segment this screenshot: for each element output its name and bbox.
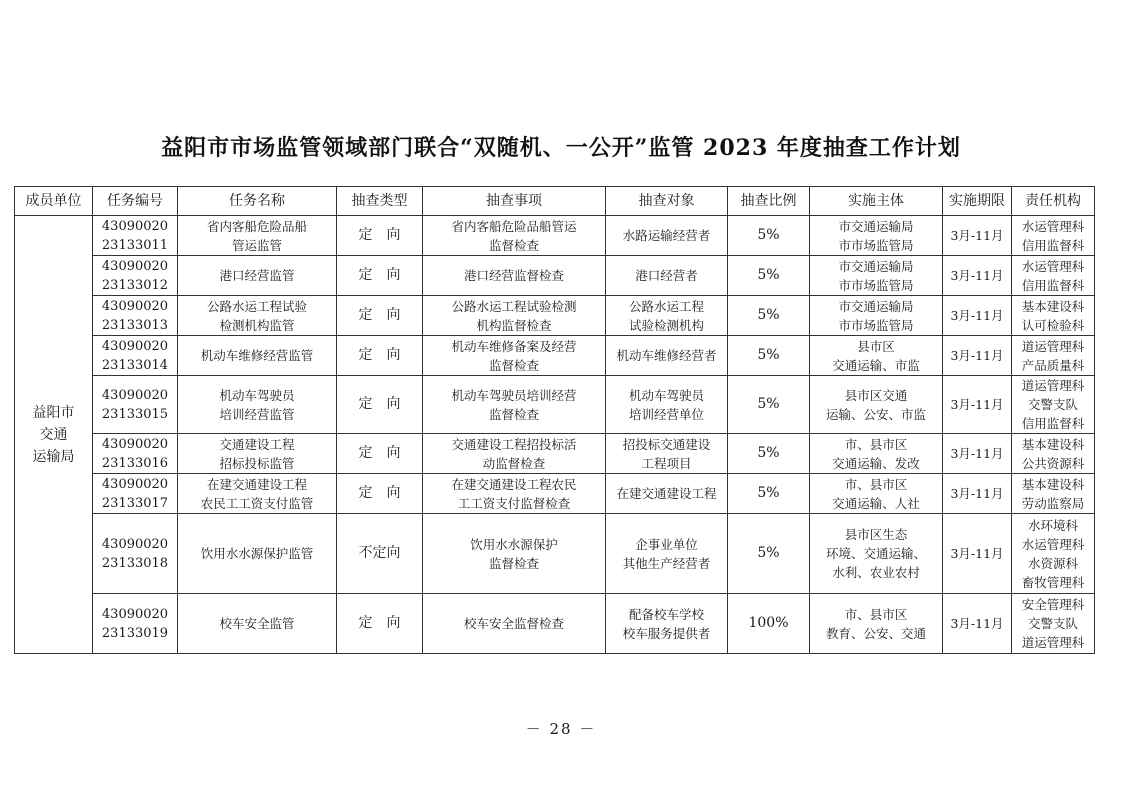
check-target-cell: [606, 216, 728, 256]
cell-line: 安全管理科: [1021, 597, 1085, 612]
subject-cell: [810, 336, 943, 376]
cell-line: 省内客船危险品船管运: [451, 218, 577, 234]
org-cell: [1012, 216, 1095, 256]
cell-line: 校车安全监督检查: [463, 616, 564, 631]
check-item-cell: [423, 336, 606, 376]
task-code-cell: [93, 594, 178, 654]
table-header-row: [15, 187, 1095, 216]
task-name-cell: [178, 514, 337, 594]
cell-line: 市交通运输局: [838, 298, 914, 314]
org-cell: [1012, 514, 1095, 594]
cell-line: 益阳市: [32, 404, 75, 421]
cell-line: 检测机构监管: [219, 317, 295, 333]
cell-line: 在建交通建设工程: [616, 486, 717, 501]
cell-line: 在建交通建设工程农民: [451, 476, 577, 492]
cell-line: 监督检查: [488, 555, 539, 571]
cell-line: 机构监督检查: [476, 317, 552, 333]
header-check-type: 抽查类型: [337, 187, 423, 216]
cell-line: 监督检查: [488, 357, 539, 373]
cell-line: 43090020: [101, 338, 169, 354]
cell-line: 交通运输、发改: [832, 455, 920, 471]
cell-line: 市市场监管局: [838, 317, 914, 333]
cell-line: 配备校车学校: [628, 606, 704, 622]
check-item-cell: [423, 594, 606, 654]
cell-line: 县市区生态: [844, 527, 908, 542]
table-row: [15, 216, 1095, 256]
task-name-cell: [178, 336, 337, 376]
subject-cell: [810, 256, 943, 296]
header-org: 责任机构: [1012, 187, 1095, 216]
period-cell: 3月-11月: [943, 474, 1012, 514]
cell-line: 省内客船危险品船: [206, 218, 307, 234]
period-cell: 3月-11月: [943, 256, 1012, 296]
check-ratio-cell: 5%: [728, 336, 810, 376]
header-check-target: 抽查对象: [606, 187, 728, 216]
table-row: [15, 474, 1095, 514]
table-row: [15, 376, 1095, 434]
task-name-cell: [178, 296, 337, 336]
check-ratio-cell: 5%: [728, 474, 810, 514]
cell-line: 公路水运工程试验: [206, 298, 307, 314]
header-subject: 实施主体: [810, 187, 943, 216]
check-target-cell: [606, 434, 728, 474]
check-type-cell: 定 向: [337, 336, 423, 376]
cell-line: 43090020: [101, 476, 169, 492]
check-type-cell: 定 向: [337, 216, 423, 256]
header-check-item: 抽查事项: [423, 187, 606, 216]
subject-cell: [810, 594, 943, 654]
cell-line: 认可检验科: [1021, 317, 1085, 333]
inspection-plan-table: [14, 186, 1095, 654]
cell-line: 招标投标监管: [219, 455, 295, 471]
cell-line: 水路运输经营者: [622, 228, 711, 243]
header-member-unit: 成员单位: [15, 187, 93, 216]
cell-line: 43090020: [101, 606, 169, 622]
cell-line: 水运管理科: [1021, 536, 1085, 552]
cell-line: 水环境科: [1027, 517, 1078, 533]
task-name-cell: [178, 256, 337, 296]
cell-line: 教育、公安、交通: [825, 625, 926, 641]
check-ratio-cell: 5%: [728, 216, 810, 256]
cell-line: 监督检查: [488, 237, 539, 253]
cell-line: 港口经营者: [635, 268, 698, 283]
period-cell: 3月-11月: [943, 336, 1012, 376]
task-code-cell: [93, 514, 178, 594]
cell-line: 23133018: [101, 555, 169, 571]
cell-line: 动监督检查: [482, 455, 546, 471]
cell-line: 水运管理科: [1021, 258, 1085, 274]
cell-line: 企事业单位: [635, 536, 698, 552]
task-code-cell: [93, 256, 178, 296]
subject-cell: [810, 474, 943, 514]
table-row: [15, 514, 1095, 594]
cell-line: 43090020: [101, 436, 169, 452]
cell-line: 市、县市区: [844, 476, 908, 492]
cell-line: 基本建设科: [1021, 476, 1085, 492]
subject-cell: [810, 514, 943, 594]
check-target-cell: [606, 474, 728, 514]
cell-line: 在建交通建设工程: [206, 476, 307, 492]
cell-line: 23133015: [101, 406, 169, 422]
cell-line: 饮用水水源保护: [470, 536, 558, 552]
cell-line: 水利、农业农村: [832, 565, 920, 580]
cell-line: 市交通运输局: [838, 258, 914, 274]
cell-line: 机动车驾驶员: [219, 387, 295, 403]
check-item-cell: [423, 434, 606, 474]
cell-line: 43090020: [101, 536, 169, 552]
cell-line: 市、县市区: [844, 436, 908, 452]
check-type-cell: 定 向: [337, 474, 423, 514]
table-row: [15, 296, 1095, 336]
cell-line: 机动车维修备案及经营: [451, 338, 577, 354]
cell-line: 机动车维修经营者: [616, 348, 717, 363]
cell-line: 公路水运工程试验检测: [451, 298, 577, 314]
cell-line: 机动车驾驶员培训经营: [451, 387, 577, 403]
cell-line: 23133011: [101, 237, 169, 253]
subject-cell: [810, 216, 943, 256]
cell-line: 23133016: [101, 455, 169, 471]
cell-line: 劳动监察局: [1021, 495, 1085, 511]
check-ratio-cell: 5%: [728, 434, 810, 474]
cell-line: 畜牧管理科: [1021, 574, 1085, 590]
org-cell: [1012, 434, 1095, 474]
cell-line: 23133014: [101, 357, 169, 373]
org-cell: [1012, 376, 1095, 434]
cell-line: 道运管理科: [1021, 338, 1085, 354]
task-code-cell: [93, 434, 178, 474]
check-type-cell: 不定向: [337, 514, 423, 594]
subject-cell: [810, 376, 943, 434]
cell-line: 管运监管: [231, 237, 282, 253]
page-number: － 28 －: [525, 720, 597, 738]
cell-line: 23133012: [101, 277, 169, 293]
cell-line: 环境、交通运输、: [825, 546, 926, 561]
cell-line: 培训经营单位: [628, 406, 704, 422]
task-name-cell: [178, 376, 337, 434]
org-cell: [1012, 594, 1095, 654]
check-type-cell: 定 向: [337, 296, 423, 336]
cell-line: 43090020: [101, 387, 169, 403]
cell-line: 县市区: [857, 338, 895, 354]
cell-line: 机动车驾驶员: [628, 387, 704, 403]
period-cell: 3月-11月: [943, 594, 1012, 654]
cell-line: 信用监督科: [1021, 237, 1085, 253]
cell-line: 监督检查: [488, 406, 539, 422]
subject-cell: [810, 434, 943, 474]
check-target-cell: [606, 256, 728, 296]
cell-line: 基本建设科: [1021, 436, 1085, 452]
task-name-cell: [178, 474, 337, 514]
org-cell: [1012, 336, 1095, 376]
check-ratio-cell: 100%: [728, 594, 810, 654]
check-type-cell: 定 向: [337, 256, 423, 296]
task-code-cell: [93, 474, 178, 514]
cell-line: 43090020: [101, 258, 169, 274]
check-ratio-cell: 5%: [728, 514, 810, 594]
period-cell: 3月-11月: [943, 296, 1012, 336]
period-cell: 3月-11月: [943, 376, 1012, 434]
check-item-cell: [423, 256, 606, 296]
task-code-cell: [93, 296, 178, 336]
page-title: 益阳市市场监管领域部门联合“双随机、一公开”监管 2023 年度抽查工作计划: [161, 135, 961, 161]
cell-line: 交通建设工程: [219, 436, 295, 452]
cell-line: 县市区交通: [844, 387, 908, 403]
cell-line: 基本建设科: [1021, 298, 1085, 314]
cell-line: 道运管理科: [1021, 635, 1085, 650]
cell-line: 市市场监管局: [838, 277, 914, 293]
table-row: [15, 336, 1095, 376]
header-check-ratio: 抽查比例: [728, 187, 810, 216]
cell-line: 信用监督科: [1021, 416, 1085, 431]
cell-line: 交通运输、市监: [832, 357, 920, 373]
task-code-cell: [93, 376, 178, 434]
check-ratio-cell: 5%: [728, 256, 810, 296]
period-cell: 3月-11月: [943, 514, 1012, 594]
check-target-cell: [606, 296, 728, 336]
cell-line: 23133017: [101, 495, 169, 511]
check-ratio-cell: 5%: [728, 296, 810, 336]
check-item-cell: [423, 474, 606, 514]
cell-line: 其他生产经营者: [622, 555, 711, 571]
cell-line: 市市场监管局: [838, 237, 914, 253]
cell-line: 工工资支付监督检查: [457, 495, 571, 511]
check-target-cell: [606, 376, 728, 434]
cell-line: 公共资源科: [1021, 455, 1085, 471]
check-target-cell: [606, 336, 728, 376]
task-name-cell: [178, 434, 337, 474]
task-code-cell: [93, 336, 178, 376]
table-row: [15, 434, 1095, 474]
cell-line: 农民工工资支付监管: [200, 495, 314, 511]
cell-line: 运输、公安、市监: [825, 406, 926, 422]
cell-line: 交通: [39, 426, 68, 443]
header-task-code: 任务编号: [93, 187, 178, 216]
check-ratio-cell: 5%: [728, 376, 810, 434]
cell-line: 交通运输、人社: [832, 495, 920, 511]
cell-line: 公路水运工程: [628, 298, 704, 314]
task-name-cell: [178, 216, 337, 256]
cell-line: 交警支队: [1027, 397, 1078, 412]
check-item-cell: [423, 376, 606, 434]
org-cell: [1012, 474, 1095, 514]
subject-cell: [810, 296, 943, 336]
cell-line: 43090020: [101, 298, 169, 314]
member-unit-cell: [15, 216, 93, 654]
cell-line: 信用监督科: [1021, 277, 1085, 293]
cell-line: 23133013: [101, 317, 169, 333]
cell-line: 产品质量科: [1021, 357, 1085, 373]
period-cell: 3月-11月: [943, 216, 1012, 256]
org-cell: [1012, 256, 1095, 296]
cell-line: 港口经营监督检查: [463, 268, 564, 283]
table-row: [15, 256, 1095, 296]
check-item-cell: [423, 296, 606, 336]
task-name-cell: [178, 594, 337, 654]
table-body: [15, 216, 1095, 654]
cell-line: 校车安全监管: [219, 616, 295, 631]
cell-line: 市、县市区: [844, 606, 908, 622]
cell-line: 运输局: [32, 448, 75, 465]
cell-line: 市交通运输局: [838, 218, 914, 234]
header-period: 实施期限: [943, 187, 1012, 216]
cell-line: 水运管理科: [1021, 218, 1085, 234]
cell-line: 交警支队: [1027, 616, 1078, 631]
cell-line: 工程项目: [641, 455, 692, 471]
check-target-cell: [606, 514, 728, 594]
cell-line: 试验检测机构: [628, 317, 704, 333]
check-type-cell: 定 向: [337, 376, 423, 434]
check-item-cell: [423, 514, 606, 594]
cell-line: 招投标交通建设: [622, 436, 711, 452]
task-code-cell: [93, 216, 178, 256]
check-type-cell: 定 向: [337, 594, 423, 654]
cell-line: 机动车维修经营监管: [200, 348, 314, 363]
period-cell: 3月-11月: [943, 434, 1012, 474]
org-cell: [1012, 296, 1095, 336]
cell-line: 水资源科: [1027, 555, 1078, 571]
cell-line: 港口经营监管: [219, 268, 295, 283]
cell-line: 培训经营监管: [219, 406, 295, 422]
cell-line: 饮用水水源保护监管: [200, 546, 314, 561]
cell-line: 交通建设工程招投标活: [451, 436, 577, 452]
check-target-cell: [606, 594, 728, 654]
cell-line: 校车服务提供者: [622, 625, 711, 641]
cell-line: 43090020: [101, 218, 169, 234]
cell-line: 道运管理科: [1021, 378, 1085, 393]
check-type-cell: 定 向: [337, 434, 423, 474]
header-task-name: 任务名称: [178, 187, 337, 216]
check-item-cell: [423, 216, 606, 256]
cell-line: 23133019: [101, 625, 169, 641]
table-row: [15, 594, 1095, 654]
